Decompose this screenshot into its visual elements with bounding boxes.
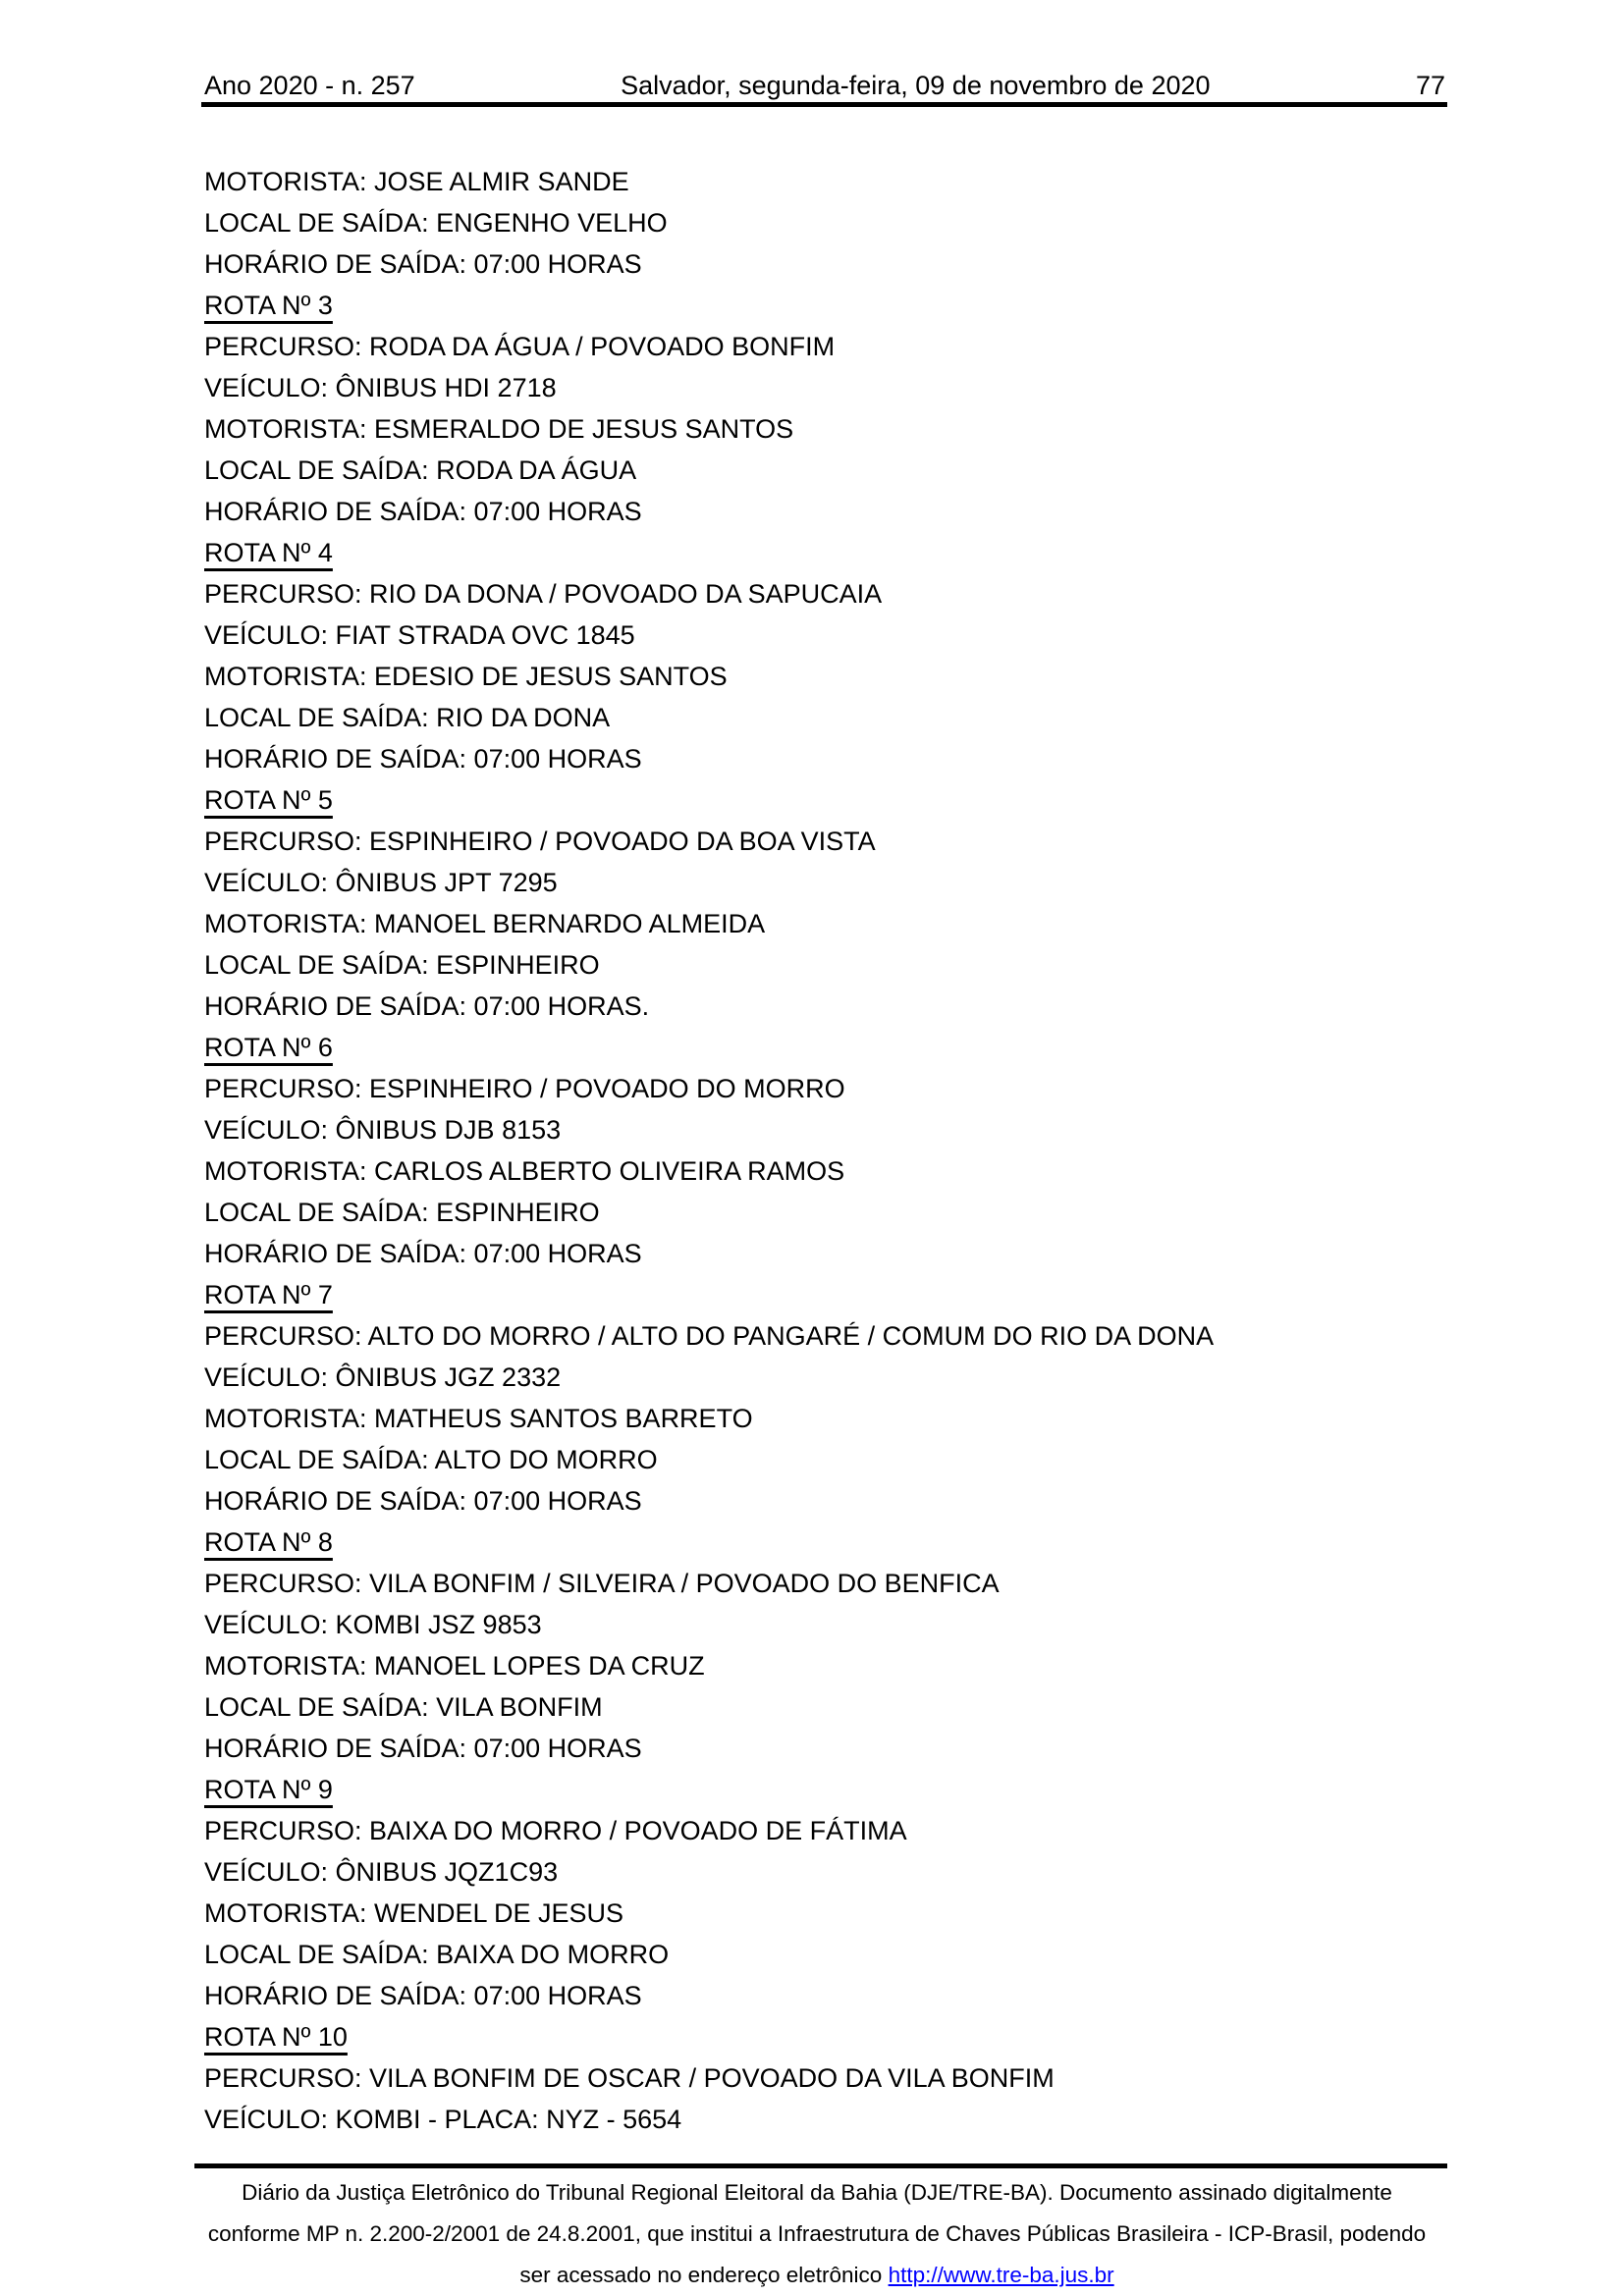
document-line: HORÁRIO DE SAÍDA: 07:00 HORAS	[204, 1981, 642, 2010]
route-heading-text: ROTA Nº 6	[204, 1033, 333, 1062]
document-line: VEÍCULO: ÔNIBUS HDI 2718	[204, 373, 557, 402]
document-line: HORÁRIO DE SAÍDA: 07:00 HORAS.	[204, 991, 650, 1021]
document-line: LOCAL DE SAÍDA: ENGENHO VELHO	[204, 208, 668, 238]
route-heading	[204, 2016, 1214, 2057]
route-heading	[204, 1769, 1214, 1810]
route-heading	[204, 779, 1214, 821]
footer-line-3-text: ser acessado no endereço eletrônico	[519, 2263, 889, 2287]
document-line: LOCAL DE SAÍDA: ALTO DO MORRO	[204, 1445, 658, 1474]
document-line: PERCURSO: ESPINHEIRO / POVOADO DO MORRO	[204, 1074, 845, 1103]
route-heading	[204, 1274, 1214, 1315]
footer-divider	[194, 2163, 1447, 2168]
document-line: HORÁRIO DE SAÍDA: 07:00 HORAS	[204, 497, 642, 526]
header-divider	[201, 102, 1447, 107]
edition-label: Ano 2020 - n. 257	[204, 71, 415, 100]
footer-line-2: conforme MP n. 2.200-2/2001 de 24.8.2001, que institui a Infraestrutura de Chaves Públicas Brasileira - ICP-Brasil, podendo	[207, 2221, 1427, 2246]
document-line: VEÍCULO: ÔNIBUS JPT 7295	[204, 868, 558, 897]
route-heading	[204, 1027, 1214, 1068]
document-line: LOCAL DE SAÍDA: ESPINHEIRO	[204, 1198, 600, 1227]
document-line: MOTORISTA: WENDEL DE JESUS	[204, 1898, 624, 1928]
document-line: HORÁRIO DE SAÍDA: 07:00 HORAS	[204, 1239, 642, 1268]
document-line: MOTORISTA: JOSE ALMIR SANDE	[204, 167, 629, 196]
document-line: LOCAL DE SAÍDA: ESPINHEIRO	[204, 950, 600, 980]
document-line: PERCURSO: RODA DA ÁGUA / POVOADO BONFIM	[204, 332, 836, 361]
document-line: HORÁRIO DE SAÍDA: 07:00 HORAS	[204, 744, 642, 774]
document-line: PERCURSO: RIO DA DONA / POVOADO DA SAPUCAIA	[204, 579, 883, 609]
document-line: VEÍCULO: ÔNIBUS JQZ1C93	[204, 1857, 559, 1887]
document-line: PERCURSO: VILA BONFIM / SILVEIRA / POVOADO DO BENFICA	[204, 1569, 1000, 1598]
document-line: MOTORISTA: CARLOS ALBERTO OLIVEIRA RAMOS	[204, 1156, 845, 1186]
document-line: HORÁRIO DE SAÍDA: 07:00 HORAS	[204, 1734, 642, 1763]
tre-ba-link[interactable]: http://www.tre-ba.jus.br	[888, 2263, 1114, 2287]
document-line: HORÁRIO DE SAÍDA: 07:00 HORAS	[204, 249, 642, 279]
document-line: VEÍCULO: ÔNIBUS JGZ 2332	[204, 1362, 562, 1392]
document-line: LOCAL DE SAÍDA: RODA DA ÁGUA	[204, 455, 637, 485]
route-heading-text: ROTA Nº 8	[204, 1527, 333, 1557]
document-line: LOCAL DE SAÍDA: BAIXA DO MORRO	[204, 1940, 670, 1969]
route-heading-text: ROTA Nº 9	[204, 1775, 333, 1804]
document-line: VEÍCULO: ÔNIBUS DJB 8153	[204, 1115, 562, 1145]
route-heading-text: ROTA Nº 5	[204, 785, 333, 815]
document-body	[204, 161, 1214, 2140]
document-line: PERCURSO: ALTO DO MORRO / ALTO DO PANGARÉ / COMUM DO RIO DA DONA	[204, 1321, 1215, 1351]
document-line: LOCAL DE SAÍDA: RIO DA DONA	[204, 703, 611, 732]
document-line: VEÍCULO: FIAT STRADA OVC 1845	[204, 620, 635, 650]
document-line: HORÁRIO DE SAÍDA: 07:00 HORAS	[204, 1486, 642, 1516]
document-line: PERCURSO: ESPINHEIRO / POVOADO DA BOA VISTA	[204, 827, 876, 856]
footer-line-3	[167, 2255, 1467, 2296]
document-line: MOTORISTA: MATHEUS SANTOS BARRETO	[204, 1404, 753, 1433]
route-heading-text: ROTA Nº 10	[204, 2022, 348, 2052]
page-footer	[167, 2172, 1467, 2296]
route-heading-text: ROTA Nº 4	[204, 538, 333, 567]
document-line: VEÍCULO: KOMBI JSZ 9853	[204, 1610, 542, 1639]
page-header	[204, 71, 1445, 101]
route-heading	[204, 285, 1214, 326]
route-heading-text: ROTA Nº 3	[204, 291, 333, 320]
route-heading	[204, 1522, 1214, 1563]
document-line: MOTORISTA: MANOEL LOPES DA CRUZ	[204, 1651, 705, 1681]
date-line: Salvador, segunda-feira, 09 de novembro de 2020	[621, 71, 1211, 100]
document-line: PERCURSO: BAIXA DO MORRO / POVOADO DE FÁTIMA	[204, 1816, 907, 1845]
route-heading-text: ROTA Nº 7	[204, 1280, 333, 1309]
route-heading	[204, 532, 1214, 573]
document-line: MOTORISTA: ESMERALDO DE JESUS SANTOS	[204, 414, 794, 444]
document-line: MOTORISTA: EDESIO DE JESUS SANTOS	[204, 662, 728, 691]
footer-line-1: Diário da Justiça Eletrônico do Tribunal Regional Eleitoral da Bahia (DJE/TRE-BA). Documento assinado digitalmente	[242, 2180, 1392, 2205]
document-line: PERCURSO: VILA BONFIM DE OSCAR / POVOADO DA VILA BONFIM	[204, 2063, 1055, 2093]
document-line: MOTORISTA: MANOEL BERNARDO ALMEIDA	[204, 909, 766, 938]
page-number: 77	[1415, 71, 1445, 100]
document-line: VEÍCULO: KOMBI - PLACA: NYZ - 5654	[204, 2105, 682, 2134]
document-line: LOCAL DE SAÍDA: VILA BONFIM	[204, 1692, 603, 1722]
